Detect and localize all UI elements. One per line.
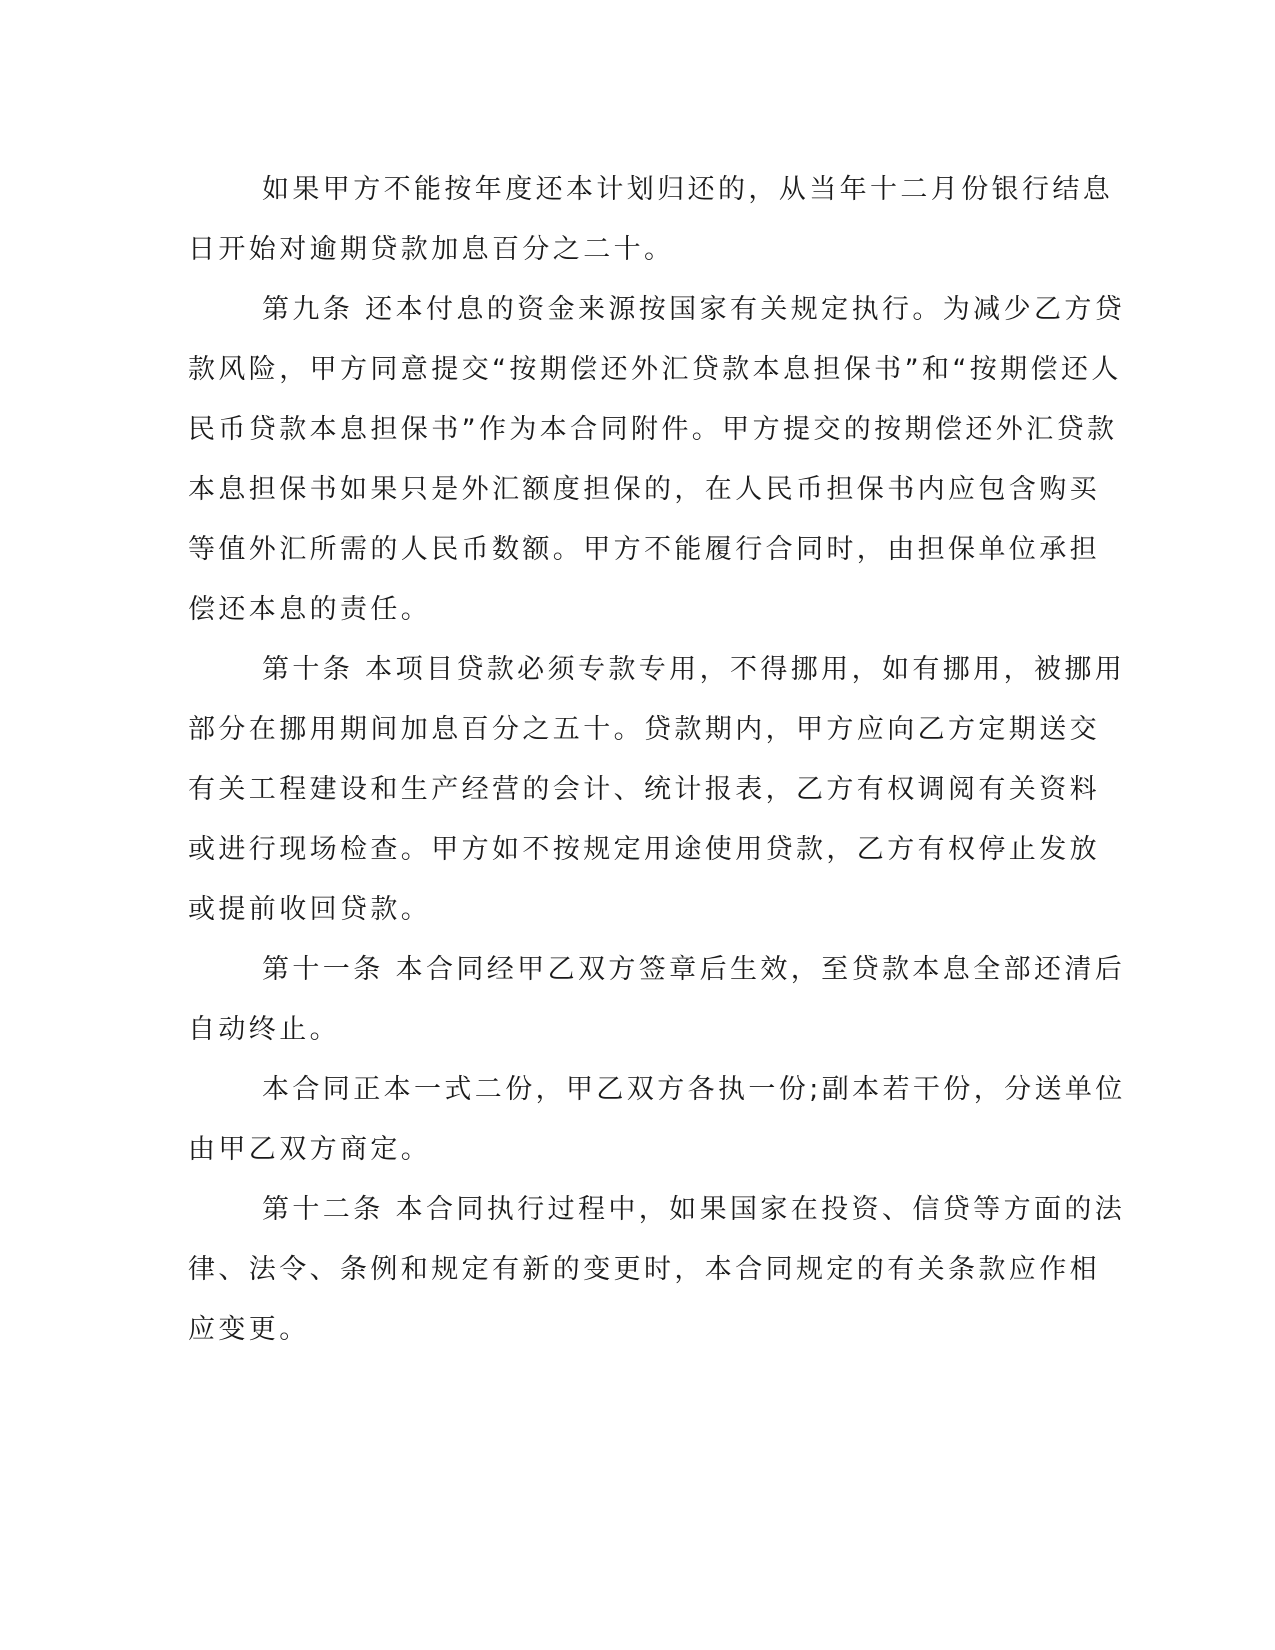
text-line: 自动终止。 <box>188 1014 340 1045</box>
text-line: 应变更。 <box>188 1314 310 1345</box>
text-line: 本合同正本一式二份，甲乙双方各执一份;副本若干份，分送单位 <box>262 1074 1126 1105</box>
document-body <box>188 160 1126 1360</box>
text-line: 本息担保书如果只是外汇额度担保的，在人民币担保书内应包含购买 <box>188 474 1100 505</box>
text-line: 民币贷款本息担保书”作为本合同附件。甲方提交的按期偿还外汇贷款 <box>188 414 1118 445</box>
text-line: 律、法令、条例和规定有新的变更时，本合同规定的有关条款应作相 <box>188 1254 1100 1285</box>
text-line: 由甲乙双方商定。 <box>188 1134 432 1165</box>
paragraph-overdue-interest <box>188 160 1114 280</box>
text-line: 或进行现场检查。甲方如不按规定用途使用贷款，乙方有权停止发放 <box>188 834 1100 865</box>
text-line: 等值外汇所需的人民币数额。甲方不能履行合同时，由担保单位承担 <box>188 534 1100 565</box>
text-line: 有关工程建设和生产经营的会计、统计报表，乙方有权调阅有关资料 <box>188 774 1100 805</box>
paragraph-article-12 <box>188 1180 1126 1360</box>
text-line: 第九条 还本付息的资金来源按国家有关规定执行。为减少乙方贷 <box>262 294 1126 325</box>
text-line: 第十一条 本合同经甲乙双方签章后生效，至贷款本息全部还清后 <box>262 954 1126 985</box>
paragraph-article-10 <box>188 640 1126 940</box>
paragraph-article-11 <box>188 940 1126 1060</box>
text-line: 部分在挪用期间加息百分之五十。贷款期内，甲方应向乙方定期送交 <box>188 714 1100 745</box>
text-line: 第十条 本项目贷款必须专款专用，不得挪用，如有挪用，被挪用 <box>262 654 1126 685</box>
paragraph-copies <box>188 1060 1126 1180</box>
text-line: 日开始对逾期贷款加息百分之二十。 <box>188 234 675 265</box>
text-line: 如果甲方不能按年度还本计划归还的，从当年十二月份银行结息 <box>262 174 1114 205</box>
paragraph-article-9 <box>188 280 1126 640</box>
text-line: 款风险，甲方同意提交“按期偿还外汇贷款本息担保书”和“按期偿还人 <box>188 354 1122 385</box>
text-line: 偿还本息的责任。 <box>188 594 432 625</box>
text-line: 第十二条 本合同执行过程中，如果国家在投资、信贷等方面的法 <box>262 1194 1126 1225</box>
text-line: 或提前收回贷款。 <box>188 894 432 925</box>
